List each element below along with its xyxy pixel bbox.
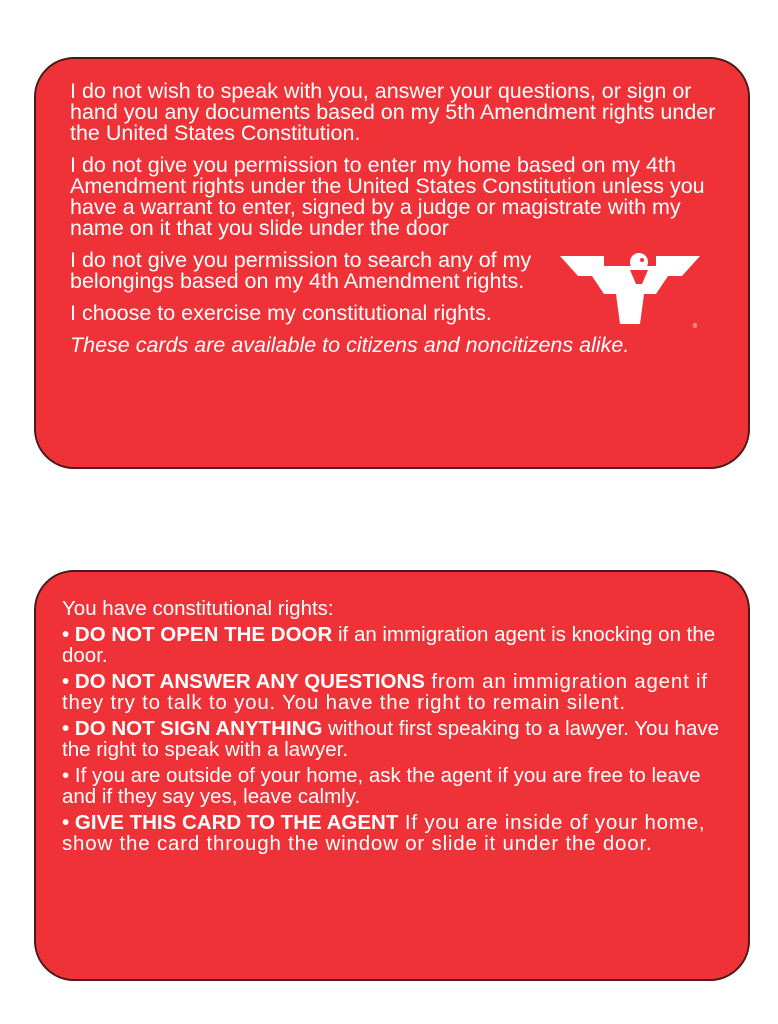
item-bullet: • <box>62 670 70 693</box>
list-item <box>62 765 728 807</box>
list-item <box>62 718 728 760</box>
fourth-amendment-search-statement: I do not give you permission to search any of my belongings based on my 4th Amendment rights. <box>70 248 532 293</box>
exercise-rights-statement: I choose to exercise my constitutional rights. <box>70 301 492 325</box>
item-bullet: • <box>62 717 70 740</box>
item-text: from an immigration agent if they try to talk to you. You have the right to remain silent. <box>62 670 708 714</box>
rights-intro: You have constitutional rights: <box>62 597 334 620</box>
registered-mark: ® <box>692 324 697 328</box>
item-text: if an immigration agent is knocking on the door. <box>62 623 716 667</box>
rights-card-back <box>34 570 750 981</box>
list-item <box>62 671 728 713</box>
fifth-amendment-statement: I do not wish to speak with you, answer your questions, or sign or hand you any documents based on my 5th Amendment rights under the United States Constitution. <box>70 79 716 145</box>
item-bullet: • <box>62 764 70 787</box>
item-bold-lead: GIVE THIS CARD TO THE AGENT <box>74 811 399 834</box>
list-item <box>62 812 728 854</box>
fourth-amendment-home-statement: I do not give you permission to enter my home based on my 4th Amendment rights under the United States Constitution unless you have a warrant to enter, signed by a judge or magistrate with my name on it that you slide under the door <box>70 153 705 240</box>
list-item <box>62 624 728 666</box>
item-text: without first speaking to a lawyer. You have the right to speak with a lawyer. <box>62 717 719 761</box>
item-bold-lead: DO NOT ANSWER ANY QUESTIONS <box>74 670 425 693</box>
item-text: If you are outside of your home, ask the agent if you are free to leave and if they say yes, leave calmly. <box>62 764 701 808</box>
item-bold-lead: DO NOT OPEN THE DOOR <box>74 623 333 646</box>
item-bullet: • <box>62 623 70 646</box>
eagle-emblem-icon <box>560 248 700 328</box>
availability-note: These cards are available to citizens and noncitizens alike. <box>70 333 630 357</box>
item-text: If you are inside of your home, show the card through the window or slide it under the door. <box>62 811 706 855</box>
item-bold-lead: DO NOT SIGN ANYTHING <box>74 717 323 740</box>
item-bullet: • <box>62 811 70 834</box>
